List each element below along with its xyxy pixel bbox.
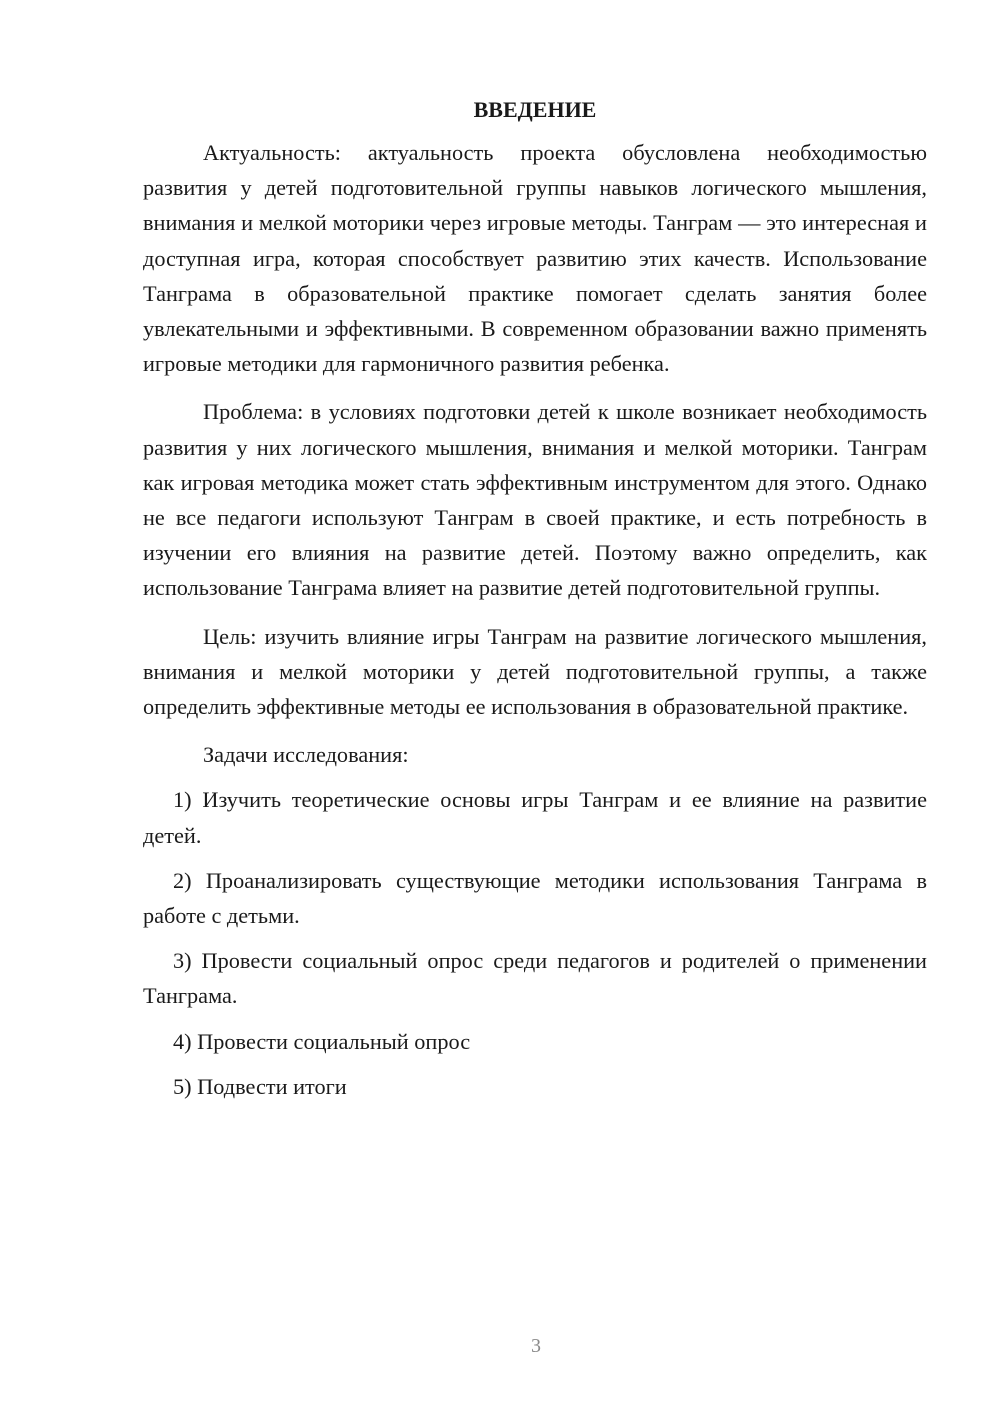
task-item-2: 2) Проанализировать существующие методики использования Танграма в работе с детьми. (143, 867, 927, 929)
goal-paragraph: Цель: изучить влияние игры Танграм на развитие логического мышления, внимания и мелкой моторики у детей подготовительной группы, а также определить эффективные методы ее использования в образовательной практике. (143, 623, 927, 720)
section-heading: ВВЕДЕНИЕ (473, 97, 597, 122)
task-item-3: 3) Провести социальный опрос среди педагогов и родителей о применении Танграма. (143, 948, 927, 1009)
task-item-4: 4) Провести социальный опрос (173, 1028, 471, 1054)
tasks-title: Задачи исследования: (203, 742, 409, 768)
task-item-1: 1) Изучить теоретические основы игры Танграм и ее влияние на развитие детей. (143, 787, 927, 848)
task-item-5: 5) Подвести итоги (173, 1073, 347, 1099)
page-number: 3 (531, 1335, 541, 1357)
problem-paragraph: Проблема: в условиях подготовки детей к школе возникает необходимость развития у них логического мышления, внимания и мелкой моторики. Танграм как игровая методика может стать эффективным инструментом для этого. Однако не все педагоги используют Танграм в своей практике, и есть потребность в изучении его влияния на развитие детей. Поэтому важно определить, как использование Танграма влияет на развитие детей подготовительной группы. (143, 399, 927, 601)
relevance-paragraph: Актуальность: актуальность проекта обусловлена необходимостью развития у детей подготовительной группы навыков логического мышления, внимания и мелкой моторики через игровые методы. Танграм — это интересная и доступная игра, которая способствует развитию этих качеств. Использование Танграма в образовательной практике помогает сделать занятия более увлекательными и эффективными. В современном образовании важно применять игровые методики для гармоничного развития ребенка. (143, 140, 927, 377)
page-content (143, 95, 927, 1114)
